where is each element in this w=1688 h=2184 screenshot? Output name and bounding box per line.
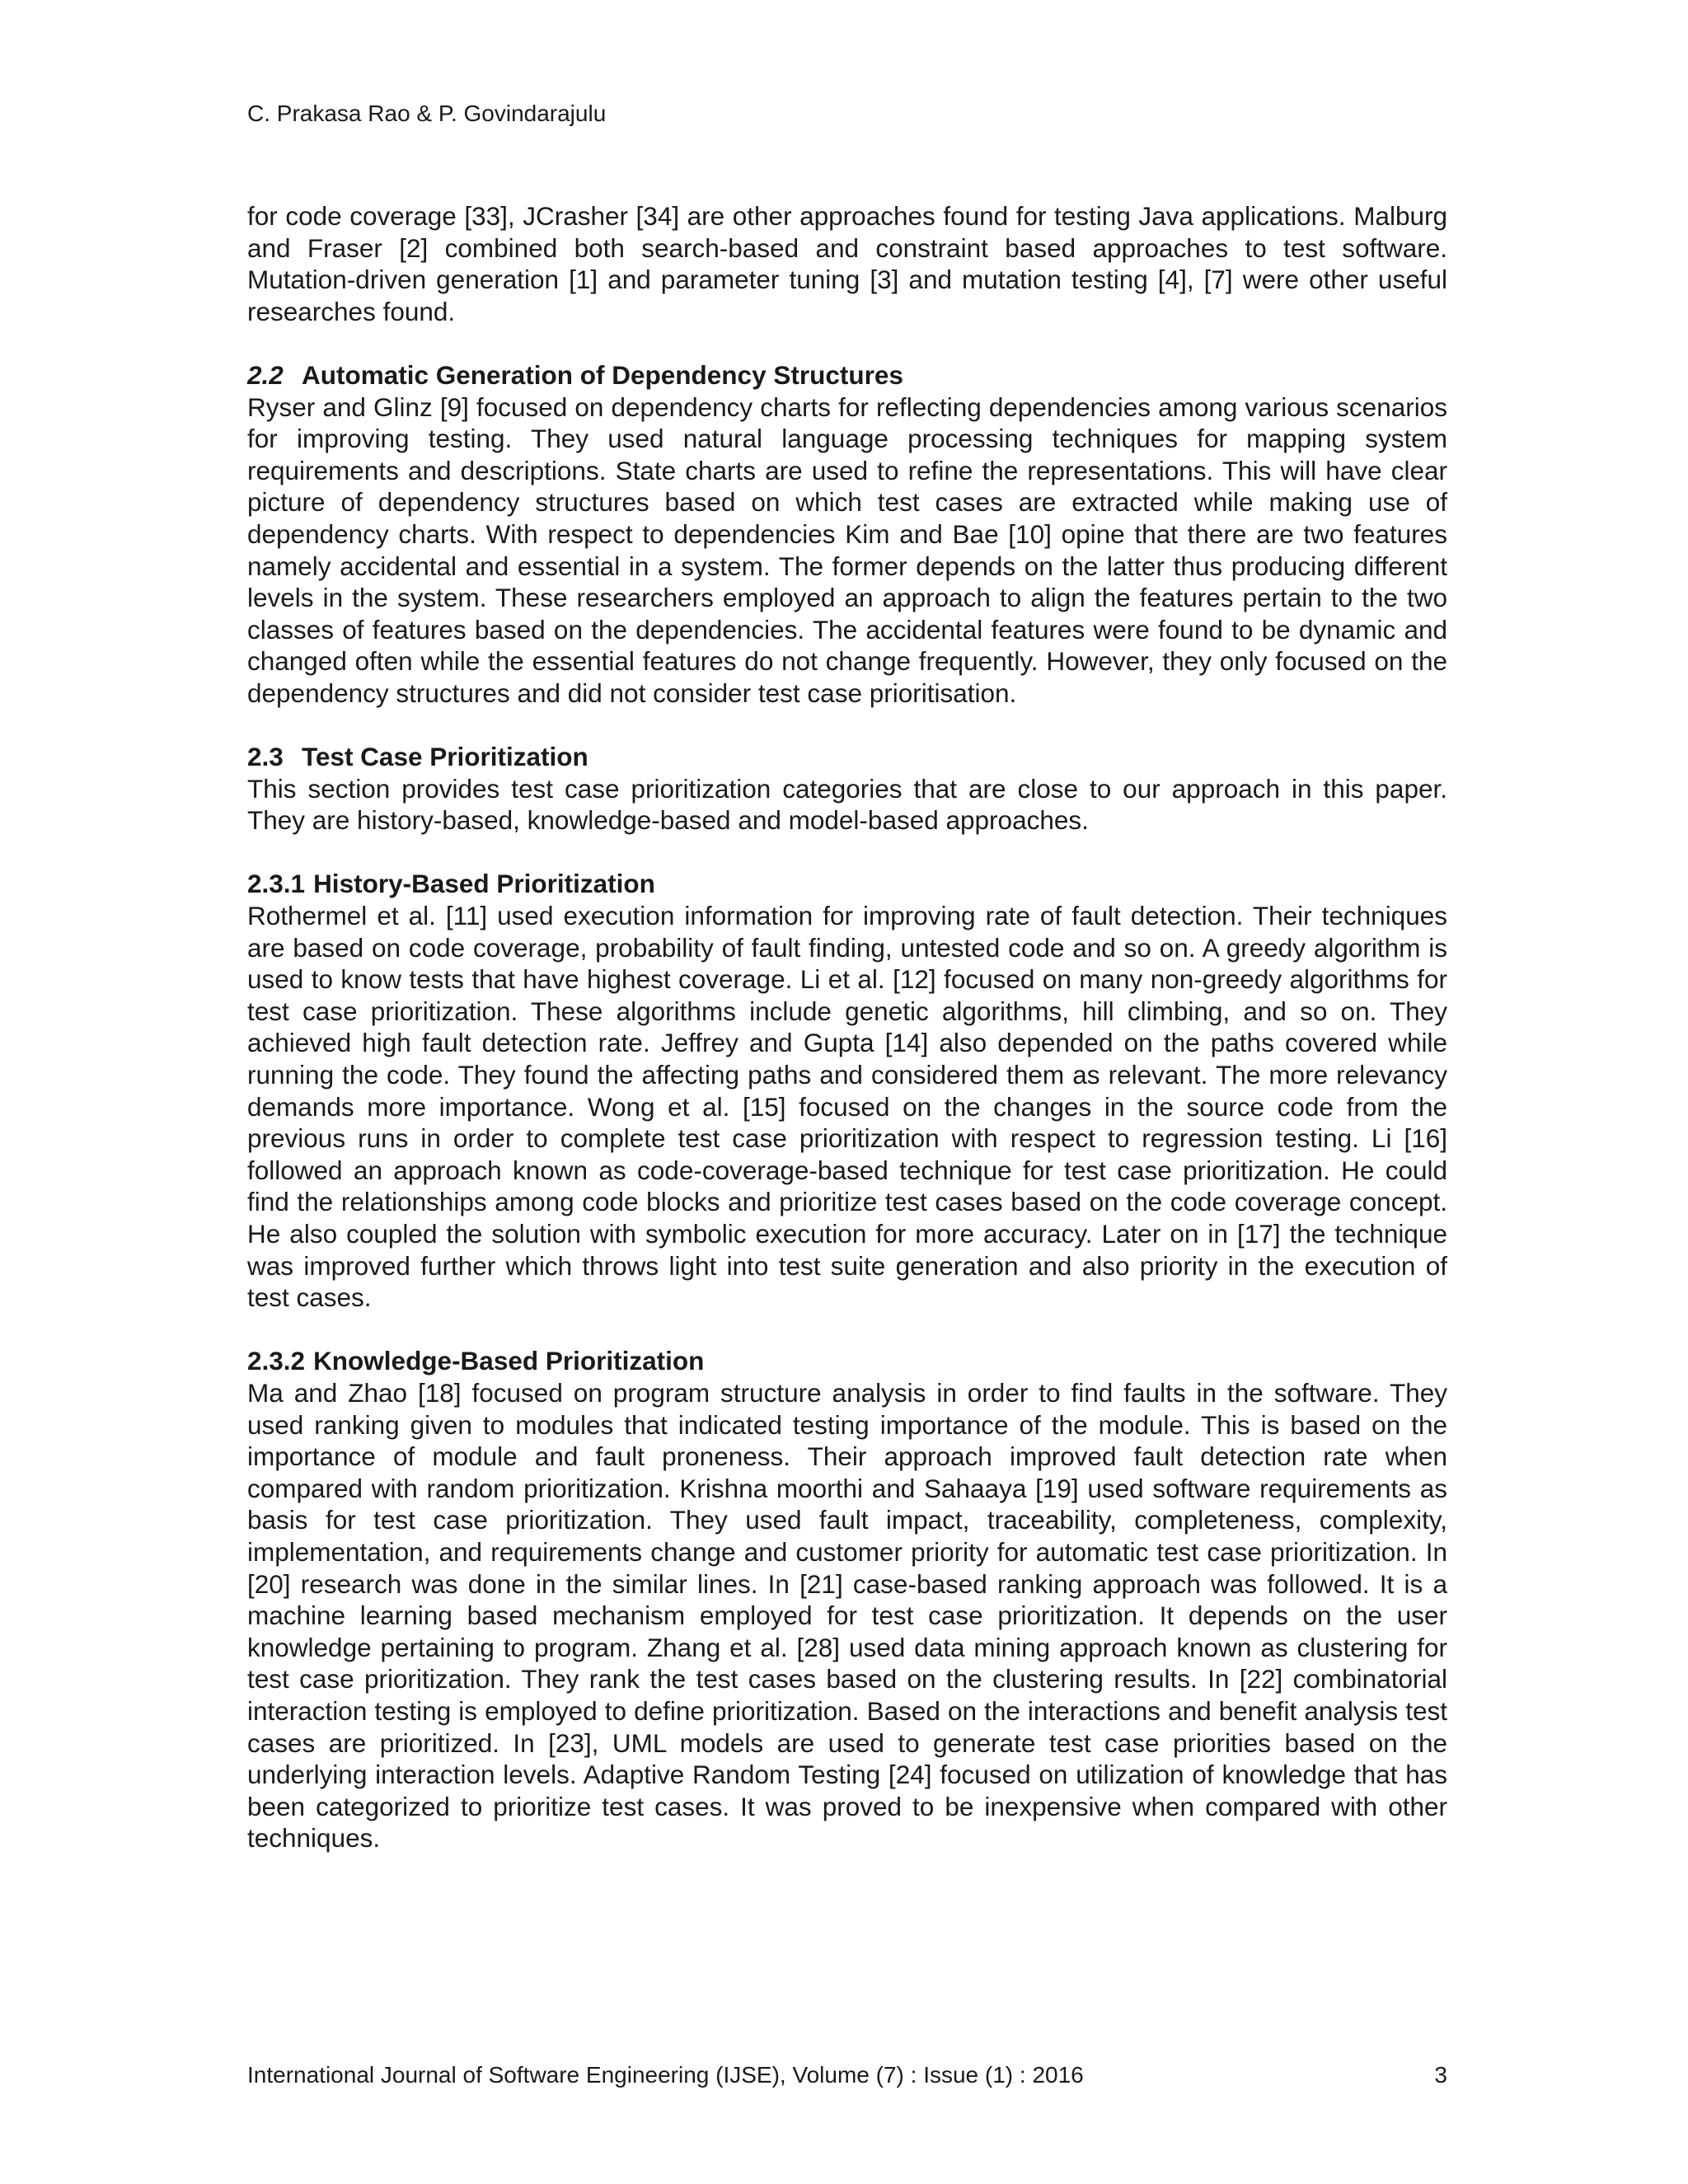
section-number: 2.3.1	[247, 869, 306, 899]
section-number: 2.3.2	[247, 1346, 306, 1376]
section-body: Ma and Zhao [18] focused on program structure analysis in order to find faults in the software. They used ranking given to modules that indicated testing importance of the module. This is based on the importance of module and fault proneness. Their approach improved fault detection rate when compared with random prioritization. Krishna moorthi and Sahaaya [19] used software requirements as basis for test case prioritization. They used fault impact, traceability, completeness, complexity, implementation, and requirements change and customer priority for automatic test case prioritization. In [20] research was done in the similar lines. In [21] case-based ranking approach was followed. It is a machine learning based mechanism employed for test case prioritization. It depends on the user knowledge pertaining to program. Zhang et al. [28] used data mining approach known as clustering for test case prioritization. They rank the test cases based on the clustering results. In [22] combinatorial interaction testing is employed to define prioritization. Based on the interactions and benefit analysis test cases are prioritized. In [23], UML models are used to generate test case priorities based on the underlying interaction levels. Adaptive Random Testing [24] focused on utilization of knowledge that has been categorized to prioritize test cases. It was proved to be inexpensive when compared with other techniques.	[247, 1377, 1447, 1854]
page-number: 3	[1434, 2062, 1447, 2088]
paper-page	[247, 0, 1447, 2184]
section-heading	[247, 868, 1447, 900]
section-title: History-Based Prioritization	[313, 869, 655, 899]
section-body: This section provides test case prioritization categories that are close to our approach in this paper. They are history-based, knowledge-based and model-based approaches.	[247, 773, 1447, 836]
section-heading	[247, 1345, 1447, 1377]
section-body: Ryser and Glinz [9] focused on dependency charts for reflecting dependencies among various scenarios for improving testing. They used natural language processing techniques for mapping system requirements and descriptions. State charts are used to refine the representations. This will have clear picture of dependency structures based on which test cases are extracted while making use of dependency charts. With respect to dependencies Kim and Bae [10] opine that there are two features namely accidental and essential in a system. The former depends on the latter thus producing different levels in the system. These researchers employed an approach to align the features pertain to the two classes of features based on the dependencies. The accidental features were found to be dynamic and changed often while the essential features do not change frequently. However, they only focused on the dependency structures and did not consider test case prioritisation.	[247, 391, 1447, 708]
section-number: 2.3	[247, 742, 284, 772]
running-head-authors: C. Prakasa Rao & P. Govindarajulu	[247, 101, 607, 126]
section-2-3-1	[247, 868, 1447, 1313]
section-2-3-2	[247, 1345, 1447, 1854]
section-heading	[247, 359, 1447, 391]
section-2-3	[247, 741, 1447, 837]
section-title: Automatic Generation of Dependency Structures	[302, 359, 903, 390]
section-number: 2.2	[247, 359, 284, 390]
footer-journal: International Journal of Software Engineering (IJSE), Volume (7) : Issue (1) : 2016	[247, 2062, 1084, 2088]
section-title: Test Case Prioritization	[302, 742, 588, 772]
section-heading	[247, 741, 1447, 773]
section-2-2	[247, 359, 1447, 710]
section-body: Rothermel et al. [11] used execution information for improving rate of fault detection. Their techniques are based on code coverage, probability of fault finding, untested code and so on. A greedy algorithm is used to know tests that have highest coverage. Li et al. [12] focused on many non-greedy algorithms for test case prioritization. These algorithms include genetic algorithms, hill climbing, and so on. They achieved high fault detection rate. Jeffrey and Gupta [14] also depended on the paths covered while running the code. They found the affecting paths and considered them as relevant. The more relevancy demands more importance. Wong et al. [15] focused on the changes in the source code from the previous runs in order to complete test case prioritization with respect to regression testing. Li [16] followed an approach known as code-coverage-based technique for test case prioritization. He could find the relationships among code blocks and prioritize test cases based on the code coverage concept. He also coupled the solution with symbolic execution for more accuracy. Later on in [17] the technique was improved further which throws light into test suite generation and also priority in the execution of test cases.	[247, 901, 1447, 1313]
body-text	[247, 200, 1447, 1854]
section-title: Knowledge-Based Prioritization	[313, 1346, 705, 1376]
intro-paragraph: for code coverage [33], JCrasher [34] are other approaches found for testing Java applications. Malburg and Fraser [2] combined both search-based and constraint based approaches to test software. Mutation-driven generation [1] and parameter tuning [3] and mutation testing [4], [7] were other useful researches found.	[247, 201, 1447, 326]
